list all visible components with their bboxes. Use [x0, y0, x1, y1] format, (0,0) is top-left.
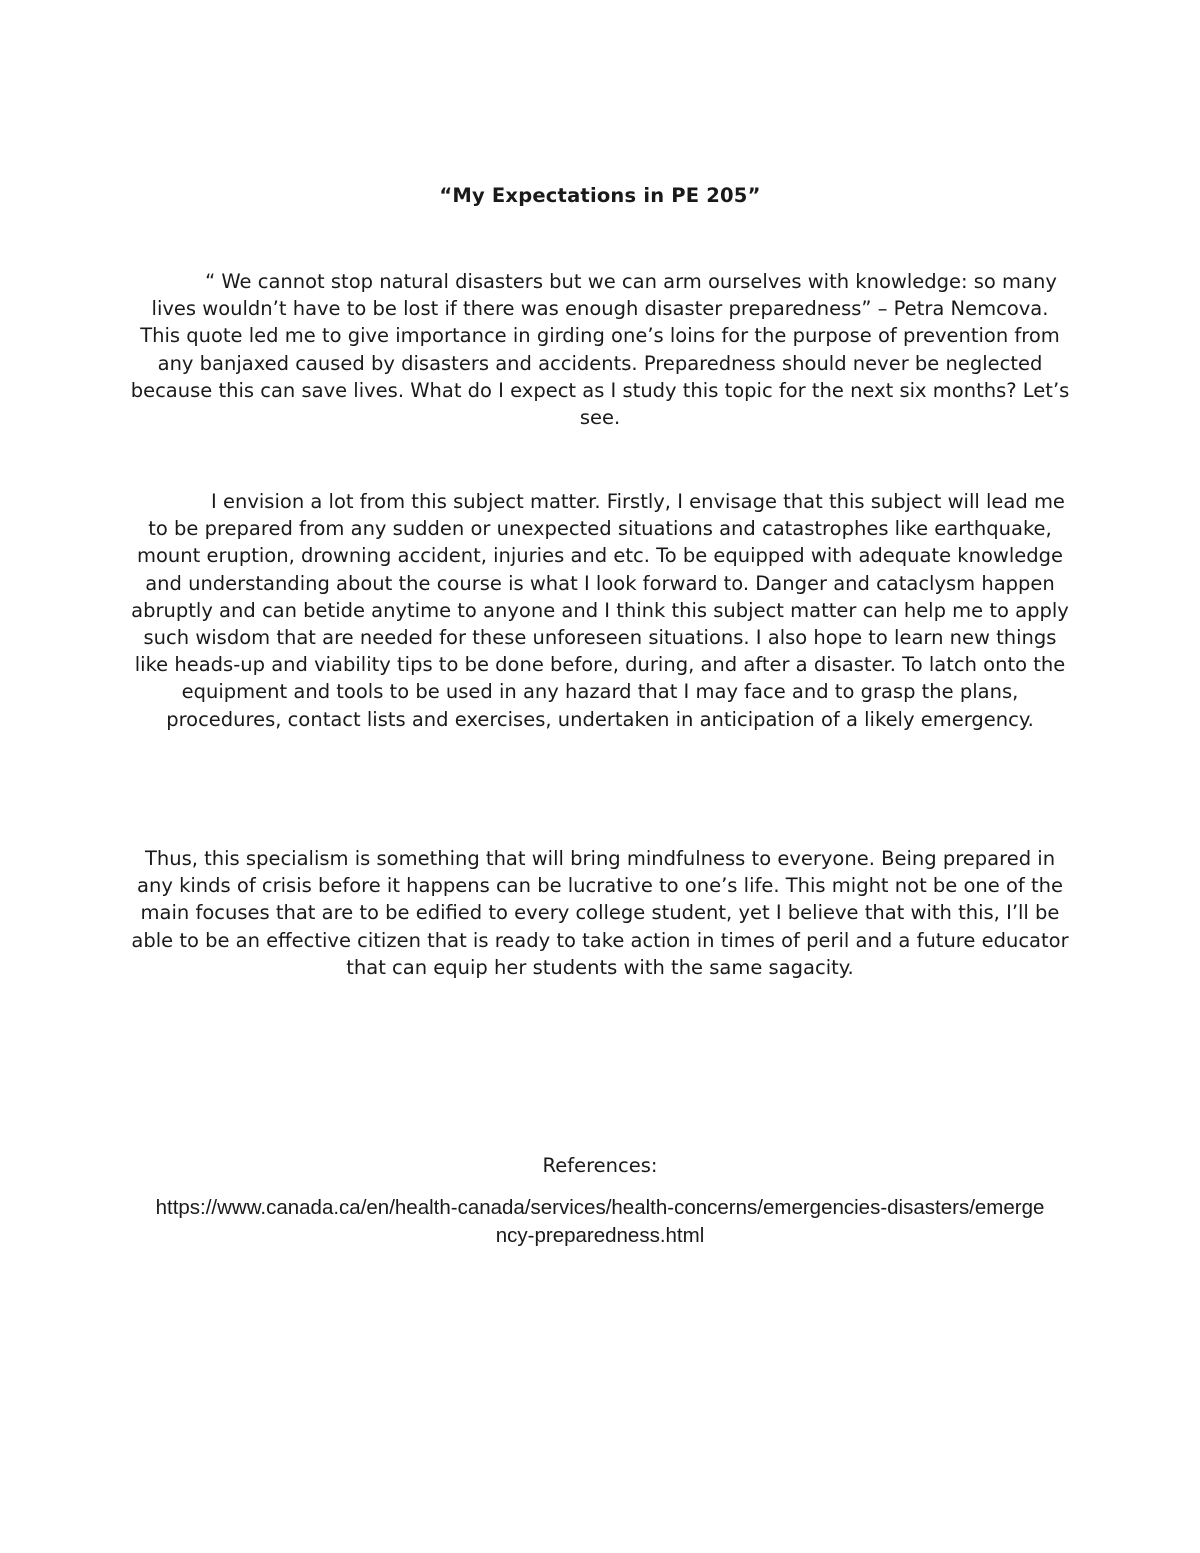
document-title: “My Expectations in PE 205”: [439, 184, 761, 207]
paragraph-conclusion: [130, 845, 1070, 981]
paragraph-expectations-text: I envision a lot from this subject matter. Firstly, I envisage that this subject will lead me to be prepared from any sudden or unexpected situations and catastrophes like earthquake, mount eruption, drowning accident, injuries and etc. To be equipped with adequate knowledge and understanding about the course is what I look forward to. Danger and cataclysm happen abruptly and can betide anytime to anyone and I think this subject matter can help me to apply such wisdom that are needed for these unforeseen situations. I also hope to learn new things like heads-up and viability tips to be done before, during, and after a disaster. To latch onto the equipment and tools to be used in any hazard that I may face and to grasp the plans, procedures, contact lists and exercises, undertaken in anticipation of a likely emergency.: [131, 490, 1069, 731]
paragraph-expectations: [130, 488, 1070, 733]
references-heading: References:: [542, 1154, 658, 1177]
reference-link[interactable]: https://www.canada.ca/en/health-canada/services/health-concerns/emergencies-disasters/emergency-preparedness.html: [155, 1196, 1045, 1247]
paragraph-conclusion-text: Thus, this specialism is something that will bring mindfulness to everyone. Being prepared in any kinds of crisis before it happens can be lucrative to one’s life. This might not be one of the main focuses that are to be edified to every college student, yet I believe that with this, I’ll be able to be an effective citizen that is ready to take action in times of peril and a future educator that can equip her students with the same sagacity.: [131, 847, 1069, 979]
paragraph-intro: [130, 268, 1070, 431]
paragraph-intro-text: “ We cannot stop natural disasters but we can arm ourselves with knowledge: so many lives wouldn’t have to be lost if there was enough disaster preparedness” – Petra Nemcova. This quote led me to give importance in girding one’s loins for the purpose of prevention from any banjaxed caused by disasters and accidents. Preparedness should never be neglected because this can save lives. What do I expect as I study this topic for the next six months? Let’s see.: [130, 270, 1070, 430]
